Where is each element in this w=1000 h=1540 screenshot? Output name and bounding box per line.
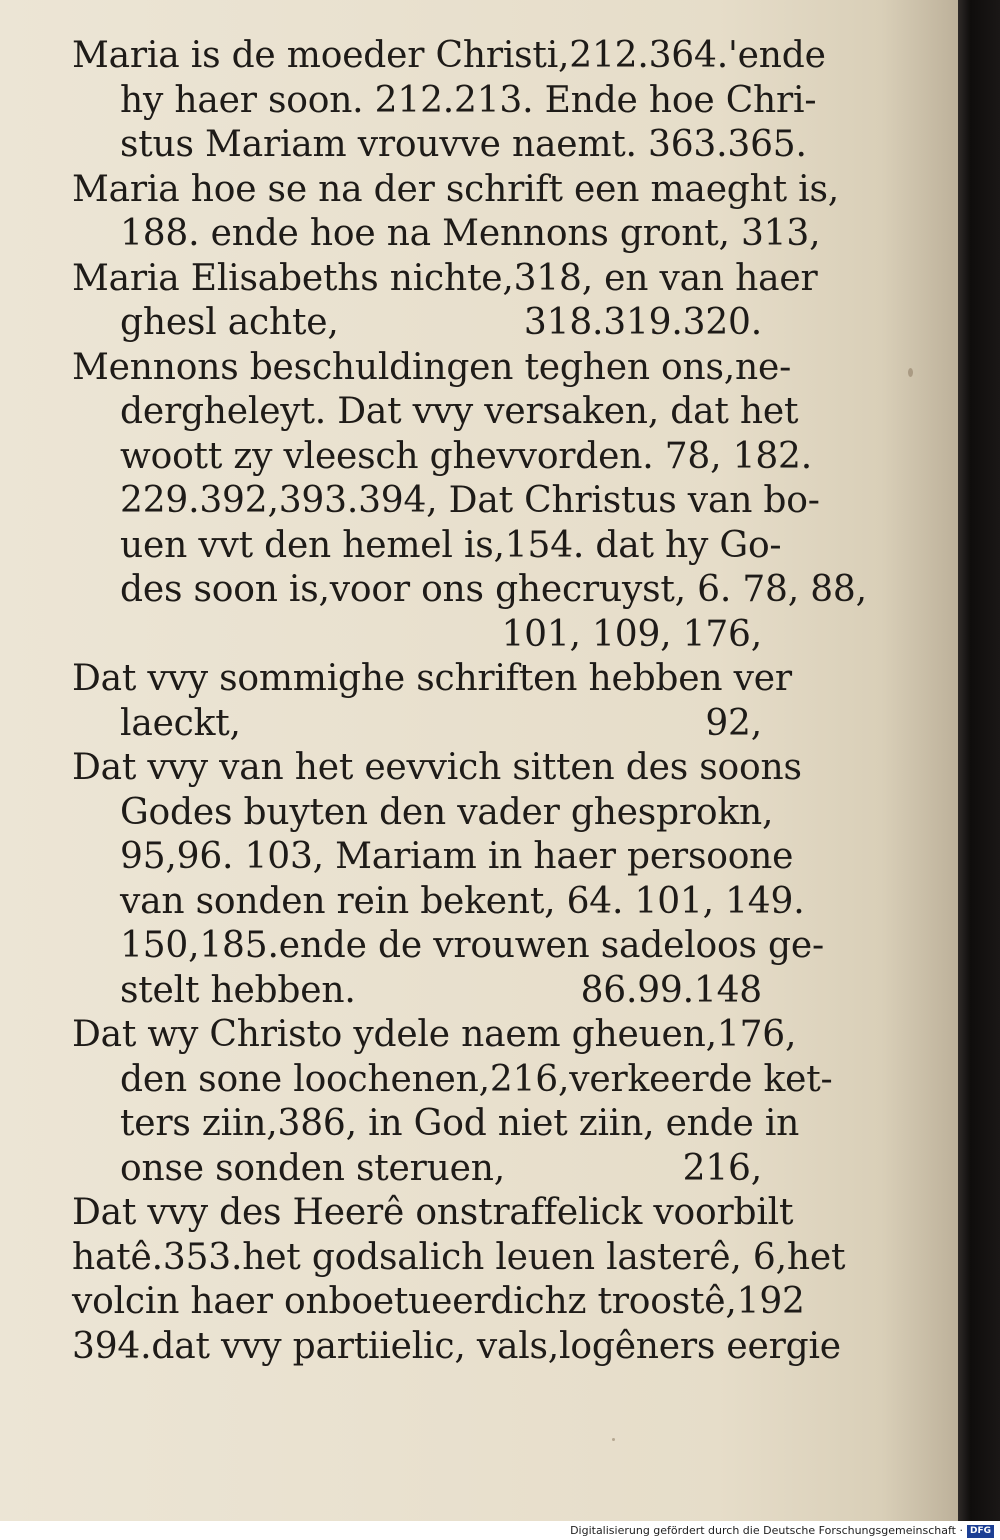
index-line: 188. ende hoe na Mennons gront, 313,	[120, 213, 821, 254]
index-line: 95,96. 103, Mariam in haer persoone	[120, 836, 794, 877]
index-line: 101, 109, 176,	[501, 613, 762, 655]
index-line-pages: 92,	[705, 702, 762, 744]
index-line: Mennons beschuldingen teghen ons,ne-	[72, 346, 792, 388]
index-line-entry: ghesl achte,	[120, 302, 339, 343]
index-line: Godes buyten den vader ghesprokn,	[120, 791, 774, 833]
index-line-entry: stelt hebben.	[120, 969, 356, 1011]
index-line: Dat vvy sommighe schriften hebben ver	[72, 658, 792, 699]
credit-text: Digitalisierung gefördert durch die Deutsche Forschungsgemeinschaft ·	[570, 1524, 963, 1537]
index-line: dergheleyt. Dat vvy versaken, dat het	[120, 391, 799, 432]
index-line: Maria is de moeder Christi,212.364.'ende	[72, 35, 826, 76]
index-line-entry: onse sonden steruen,	[120, 1147, 505, 1189]
paper-stain	[908, 368, 913, 377]
index-line: Dat wy Christo ydele naem gheuen,176,	[72, 1014, 797, 1055]
index-line-pages: 318.319.320.	[523, 302, 762, 343]
index-line: van sonden rein bekent, 64. 101, 149.	[120, 880, 805, 922]
dfg-logo: DFG	[967, 1525, 994, 1538]
index-line: 150,185.ende de vrouwen sadeloos ge-	[120, 925, 824, 966]
index-line: volcin haer onboetueerdichz troostê,192	[72, 1281, 805, 1322]
index-line: 394.dat vvy partiielic, vals,logêners eergie	[72, 1325, 841, 1367]
book-spine-shadow	[958, 0, 1000, 1521]
index-line	[72, 969, 762, 1014]
index-line: Dat vvy des Heerê onstraffelick voorbilt	[72, 1192, 794, 1233]
index-line	[72, 702, 762, 747]
index-line: 229.392,393.394, Dat Christus van bo-	[120, 480, 820, 521]
index-line: uen vvt den hemel is,154. dat hy Go-	[120, 524, 782, 566]
index-line	[72, 301, 762, 346]
index-text-block	[72, 34, 867, 1369]
digitization-credit	[0, 1521, 1000, 1540]
index-line	[72, 1147, 762, 1192]
paper-stain	[612, 1438, 615, 1441]
index-line: woott zy vleesch ghevvorden. 78, 182.	[120, 435, 812, 477]
index-line: des soon is,voor ons ghecruyst, 6. 78, 88,	[120, 569, 867, 610]
index-line-entry: laeckt,	[120, 702, 241, 744]
index-line: ters ziin,386, in God niet ziin, ende in	[120, 1103, 800, 1144]
index-line: hatê.353.het godsalich leuen lasterê, 6,het	[72, 1236, 846, 1278]
index-line: Maria hoe se na der schrift een maeght is,	[72, 168, 839, 210]
index-line: stus Mariam vrouvve naemt. 363.365.	[120, 124, 807, 165]
index-line-pages: 216,	[682, 1147, 762, 1189]
index-line-pages: 86.99.148	[580, 969, 762, 1011]
index-line: Dat vvy van het eevvich sitten des soons	[72, 747, 802, 788]
index-line: hy haer soon. 212.213. Ende hoe Chri-	[120, 79, 817, 121]
index-line: Maria Elisabeths nichte,318, en van haer	[72, 257, 818, 299]
index-line: den sone loochenen,216,verkeerde ket-	[120, 1058, 833, 1100]
